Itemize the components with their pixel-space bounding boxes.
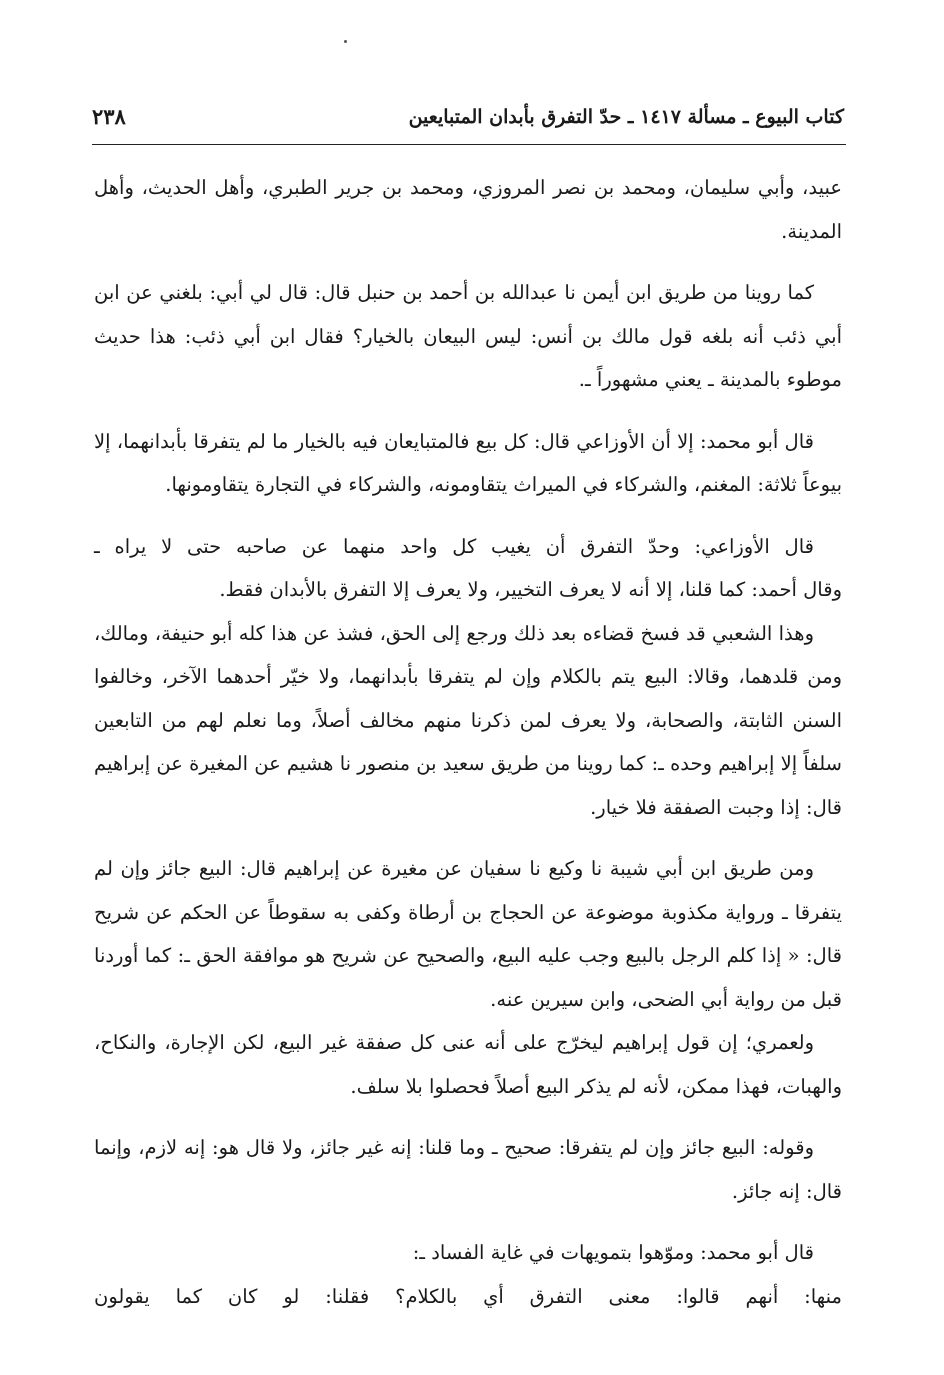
page-number: ٢٣٨ (92, 104, 126, 129)
paragraph-11: منها: أنهم قالوا: معنى التفرق أي بالكلام؟ فقلنا: لو كان كما يقولون (94, 1284, 842, 1308)
header-title: كتاب البيوع ـ مسألة ١٤١٧ ـ حدّ التفرق بأبدان المتبايعين (408, 106, 844, 128)
scan-speck (344, 40, 347, 43)
paragraph-9: وقوله: البيع جائز وإن لم يتفرقا: صحيح ـ وما قلنا: إنه غير جائز، ولا قال هو: إنه لازم، وإنما قال: إنه جائز. (94, 1136, 842, 1203)
page-body (94, 166, 842, 1318)
paragraph-3: قال أبو محمد: إلا أن الأوزاعي قال: كل بيع فالمتبايعان فيه بالخيار ما لم يتفرقا بأبدانهما، إلا بيوعاً ثلاثة: المغنم، والشركاء في الميراث يتقاومونه، والشركاء في التجارة يتقاومونها. (94, 429, 842, 496)
paragraph-4: قال الأوزاعي: وحدّ التفرق أن يغيب كل واحد منهما عن صاحبه حتى لا يراه ـ (94, 534, 814, 558)
paragraph-5: وقال أحمد: كما قلنا، إلا أنه لا يعرف التخيير، ولا يعرف إلا التفرق بالأبدان فقط. (219, 578, 842, 601)
paragraph-6: وهذا الشعبي قد فسخ قضاءه بعد ذلك ورجع إلى الحق، فشذ عن هذا كله أبو حنيفة، ومالك، ومن قلدهما، وقالا: البيع يتم بالكلام وإن لم يتفرقا بأبدانهما، ولا خيّر أحدهما الآخر، وخالفوا السنن الثابتة، والصحابة، ولا يعرف لمن ذكرنا منهم مخالف أصلاً، وما نعلم لهم من التابعين سلفاً إلا إبراهيم وحده ـ: كما روينا من طريق سعيد بن منصور نا هشيم عن المغيرة عن إبراهيم قال: إذا وجبت الصفقة فلا خيار. (94, 621, 842, 819)
header-divider (92, 144, 846, 145)
paragraph-7: ومن طريق ابن أبي شيبة نا وكيع نا سفيان عن مغيرة عن إبراهيم قال: البيع جائز وإن لم يتفرقا ـ ورواية مكذوبة موضوعة عن الحجاج بن أرطاة وكفى به سقوطاً عن الحكم عن شريح قال: « إذا كلم الرجل بالبيع وجب عليه البيع، والصحيح عن شريح هو موافقة الحق ـ: كما أوردنا قبل من رواية أبي الضحى، وابن سيرين عنه. (94, 857, 842, 1011)
paragraph-1: عبيد، وأبي سليمان، ومحمد بن نصر المروزي، ومحمد بن جرير الطبري، وأهل الحديث، وأهل المدينة. (94, 176, 842, 243)
running-header (92, 92, 844, 132)
paragraph-8: ولعمري؛ إن قول إبراهيم ليخرّج على أنه عنى كل صفقة غير البيع، لكن الإجارة، والنكاح، والهبات، فهذا ممكن، لأنه لم يذكر البيع أصلاً فحصلوا بلا سلف. (94, 1031, 842, 1098)
paragraph-10: قال أبو محمد: وموّهوا بتمويهات في غاية الفساد ـ: (412, 1241, 814, 1264)
paragraph-2: كما روينا من طريق ابن أيمن نا عبدالله بن أحمد بن حنبل قال: قال لي أبي: بلغني عن ابن أبي ذئب أنه بلغه قول مالك بن أنس: ليس البيعان بالخيار؟ فقال ابن أبي ذئب: هذا حديث موطوء بالمدينة ـ يعني مشهوراً ـ. (94, 281, 842, 391)
